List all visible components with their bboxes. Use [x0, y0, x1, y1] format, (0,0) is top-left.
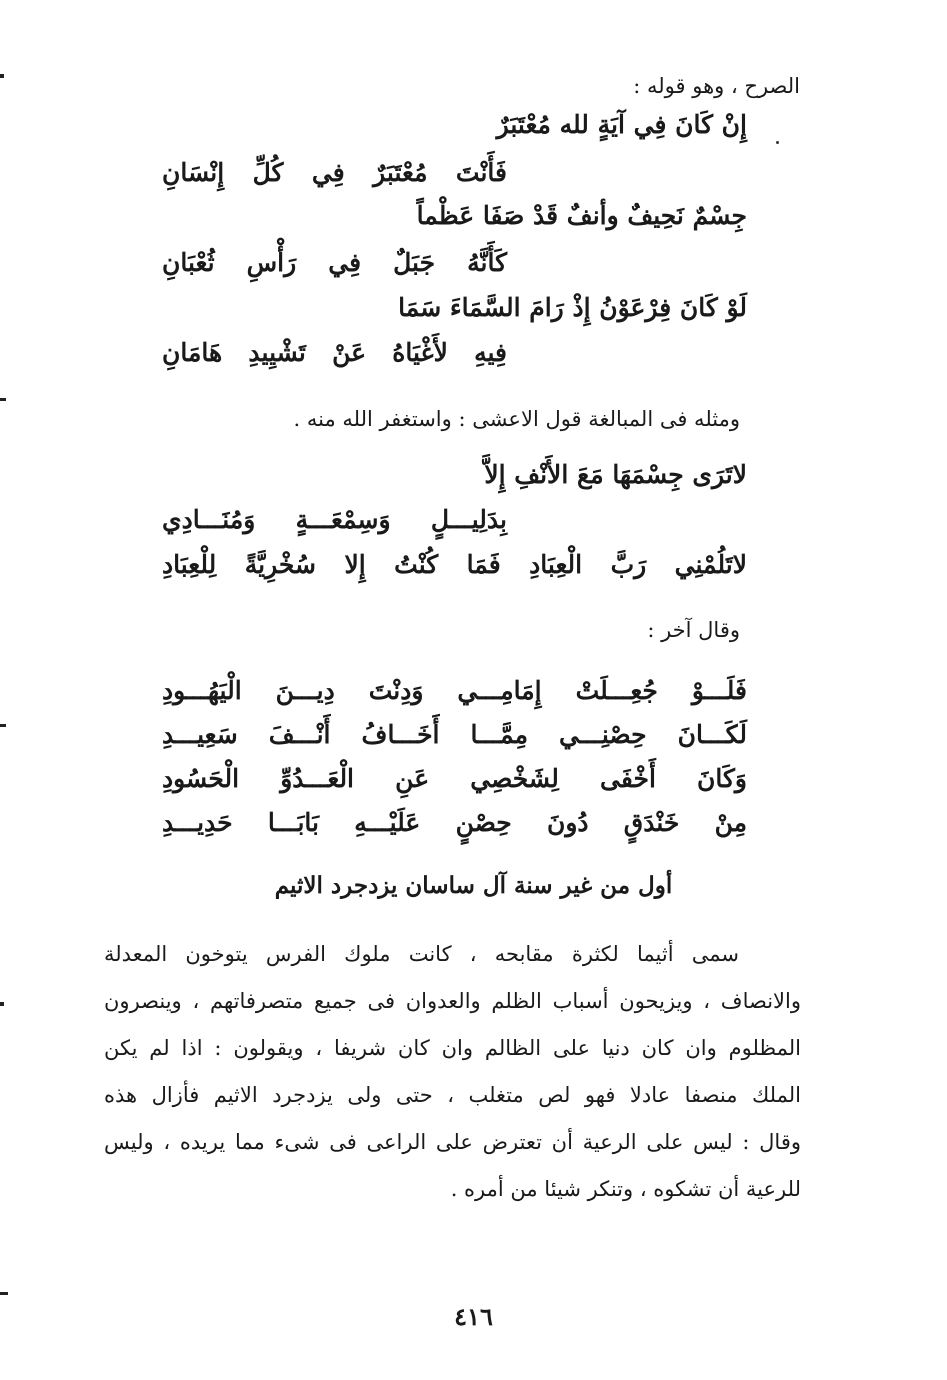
- intro-line: الصرح ، وهو قوله :: [633, 74, 800, 98]
- verse-line: كَأَنَّهُ جَبَلٌ فِي رَأْسِ ثُعْبَانِ: [162, 248, 507, 277]
- intro-line: وقال آخر :: [647, 618, 740, 642]
- margin-mark: [0, 1292, 8, 1295]
- margin-mark: [0, 1002, 4, 1006]
- stray-dot: [776, 141, 779, 144]
- paragraph-line: المظلوم وان كان دنيا على الظالم وان كان شريفا ، ويقولون : اذا لم يكن: [104, 1036, 801, 1060]
- verse-line: بِدَلِيـــلٍ وَسِمْعَـــةٍ وَمُنَـــادِي: [162, 505, 507, 534]
- body-paragraph: [104, 931, 801, 1213]
- margin-mark: [0, 724, 6, 727]
- margin-mark: [0, 398, 6, 401]
- verse-line: فَلَـــوْ جُعِـــلَتْ إِمَامِـــي وَدِنْتَ دِيـــنَ الْيَهُـــودِ: [162, 676, 747, 705]
- verse-line: مِنْ خَنْدَقٍ دُونَ حِصْنٍ عَلَيْـــهِ بَابَـــا حَدِيـــدِ: [162, 808, 747, 837]
- verse-line: فِيهِ لأَغْيَاهُ عَنْ تَشْيِيدِ هَامَانِ: [162, 338, 507, 367]
- verse-line: لَوْ كَانَ فِرْعَوْنُ إِذْ رَامَ السَّمَاءَ سَمَا: [398, 293, 747, 322]
- verse-line: فَأَنْتَ مُعْتَبَرٌ فِي كُلِّ إِنْسَانِ: [162, 158, 507, 187]
- verse-line: لاتَلُمْنِي رَبَّ الْعِبَادِ فَمَا كُنْتُ إِلا سُخْرِيَّةً لِلْعِبَادِ: [162, 550, 747, 579]
- page-number: ٤١٦: [454, 1302, 493, 1331]
- verse-line: لَكَـــانَ حِصْنِـــي مِمَّـــا أَخَـــافُ أَنْـــفَ سَعِيـــدِ: [162, 720, 747, 749]
- verse-line: لاتَرَى جِسْمَهَا مَعَ الأَنْفِ إِلاَّ: [484, 460, 747, 489]
- verse-line: إِنْ كَانَ فِي آيَةٍ لله مُعْتَبَرٌ: [496, 110, 747, 139]
- section-heading: أول من غير سنة آل ساسان يزدجرد الاثيم: [274, 872, 673, 899]
- paragraph-line: وقال : ليس على الرعية أن تعترض على الراعى فى شىء مما يريده ، وليس: [104, 1130, 801, 1154]
- paragraph-line: الملك منصفا عادلا فهو لص متغلب ، حتى ولى يزدجرد الاثيم فأزال هذه: [104, 1083, 801, 1107]
- paragraph-line: للرعية أن تشكوه ، وتنكر شيئا من أمره .: [450, 1177, 801, 1201]
- margin-mark: [0, 74, 4, 78]
- verse-line: جِسْمٌ نَحِيفٌ وأنفٌ قَدْ صَفَا عَظْماً: [416, 201, 747, 230]
- intro-line: ومثله فى المبالغة قول الاعشى : واستغفر الله منه .: [293, 407, 740, 431]
- paragraph-line: سمى أثيما لكثرة مقابحه ، كانت ملوك الفرس يتوخون المعدلة: [104, 942, 739, 966]
- paragraph-line: والانصاف ، ويزيحون أسباب الظلم والعدوان فى جميع متصرفاتهم ، وينصرون: [104, 989, 801, 1013]
- verse-line: وَكَانَ أَخْفَى لِشَخْصِي عَنِ الْعَـــدُوِّ الْحَسُودِ: [162, 764, 747, 793]
